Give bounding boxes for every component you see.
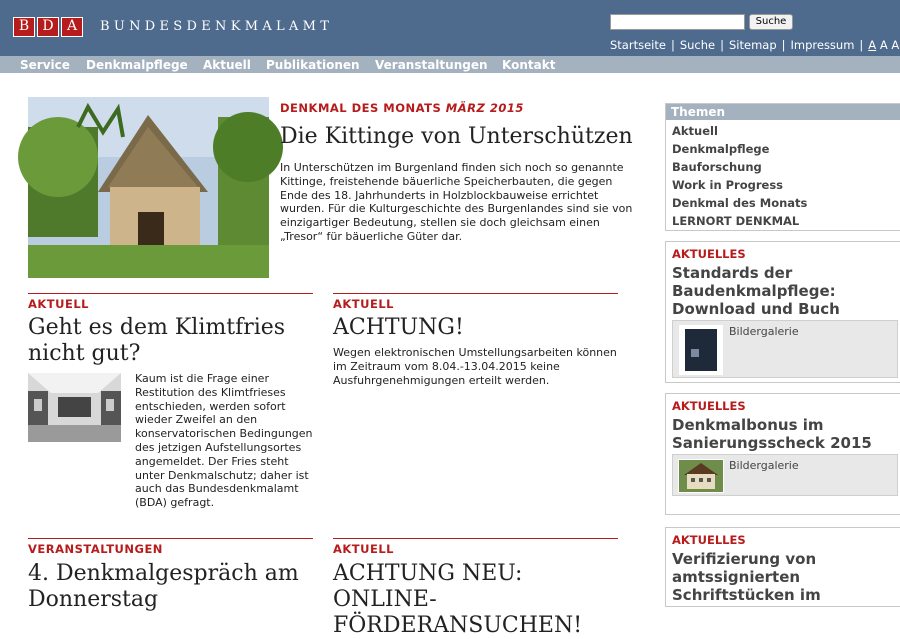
- article-text: Kaum ist die Frage einer Restitution des Klimtfrieses entschieden, werden sofort wieder Zweifel an den konservatorischen Bedingungen des jetzigen Aufstellungsortes angemeldet. Der Fries steht unter Denkmalschutz; daher ist auch das Bundesdenkmalamt (BDA) gefragt.: [135, 372, 313, 510]
- site-header: [0, 0, 900, 56]
- font-size-small[interactable]: A: [868, 38, 877, 52]
- klimtfries-photo: [28, 373, 121, 442]
- divider: [28, 293, 313, 294]
- news-box-kicker: AKTUELLES: [672, 247, 746, 261]
- divider: [28, 538, 313, 539]
- article-title[interactable]: 4. Denkmalgespräch am Donnerstag: [28, 561, 299, 612]
- themen-item-work-in-progress[interactable]: Work in Progress: [672, 178, 784, 192]
- gallery-teaser[interactable]: [672, 454, 898, 496]
- separator: |: [720, 38, 724, 52]
- themen-heading: Themen: [666, 104, 900, 120]
- logo-letter-d[interactable]: D: [37, 17, 59, 37]
- news-box: [665, 393, 900, 515]
- featured-kicker: [280, 101, 524, 115]
- nav-service[interactable]: Service: [20, 58, 70, 72]
- house-thumbnail: [678, 459, 724, 493]
- utility-link-impressum[interactable]: Impressum: [790, 38, 855, 52]
- news-box: [665, 241, 900, 383]
- separator: |: [859, 38, 864, 52]
- article-kicker: AKTUELL: [28, 297, 90, 311]
- main-nav: [0, 56, 900, 73]
- themen-item-denkmal-des-monats[interactable]: Denkmal des Monats: [672, 196, 808, 210]
- gallery-label: Bildergalerie: [729, 325, 799, 338]
- divider: [333, 293, 618, 294]
- article-kicker: AKTUELL: [333, 297, 395, 311]
- divider: [333, 538, 618, 539]
- book-cover-thumbnail: [679, 325, 723, 375]
- featured-kicker-date: MÄRZ 2015: [445, 101, 524, 115]
- search-input[interactable]: [610, 14, 745, 30]
- kitting-photo: [28, 97, 269, 278]
- utility-link-startseite[interactable]: Startseite: [610, 38, 666, 52]
- article-thumbnail[interactable]: [28, 373, 121, 442]
- themen-menu: [665, 103, 900, 231]
- utility-link-sitemap[interactable]: Sitemap: [728, 38, 777, 52]
- separator: |: [670, 38, 675, 52]
- font-size-large[interactable]: A: [891, 38, 900, 52]
- article-kicker: AKTUELL: [333, 542, 395, 556]
- gallery-teaser[interactable]: [672, 320, 898, 378]
- article-title[interactable]: ACHTUNG NEU: ONLINE-FÖRDERANSUCHEN!: [333, 561, 583, 638]
- news-box: [665, 527, 900, 607]
- themen-item-denkmalpflege[interactable]: Denkmalpflege: [672, 142, 770, 156]
- article-title[interactable]: ACHTUNG!: [333, 315, 464, 340]
- logo-letter-b[interactable]: B: [13, 17, 35, 37]
- nav-aktuell[interactable]: Aktuell: [203, 58, 251, 72]
- brand-name[interactable]: BUNDESDENKMALAMT: [100, 19, 334, 34]
- logo-letter-a[interactable]: A: [61, 17, 83, 37]
- article-title[interactable]: Geht es dem Klimtfries nicht gut?: [28, 315, 286, 366]
- featured-image[interactable]: [28, 97, 269, 278]
- featured-text: In Unterschützen im Burgenland finden sich noch so genannte Kittinge, freistehende bäuerliche Speicherbauten, die gegen Ende des 18. Jahrhunderts in Holzblockbauweise errichtet wurden. Für die Kulturgeschichte des Burgenlandes sind sie von einzigartiger Bedeutung, stellen sie doch gleichsam einen „Tresor“ für bäuerliche Güter dar.: [280, 161, 633, 243]
- nav-denkmalpflege[interactable]: Denkmalpflege: [86, 58, 188, 72]
- themen-item-lernort-denkmal[interactable]: LERNORT DENKMAL: [672, 214, 800, 228]
- article-text: Wegen elektronischen Umstellungsarbeiten können im Zeitraum vom 8.04.-13.04.2015 keine Ausfuhrgenehmigungen erteilt werden.: [333, 346, 617, 387]
- article-kicker: VERANSTALTUNGEN: [28, 542, 163, 556]
- nav-publikationen[interactable]: Publikationen: [266, 58, 360, 72]
- nav-veranstaltungen[interactable]: Veranstaltungen: [375, 58, 488, 72]
- themen-item-bauforschung[interactable]: Bauforschung: [672, 160, 762, 174]
- news-box-kicker: AKTUELLES: [672, 533, 746, 547]
- nav-kontakt[interactable]: Kontakt: [502, 58, 556, 72]
- news-box-title[interactable]: Standards der Baudenkmalpflege: Download und Buch: [672, 264, 840, 318]
- font-size-medium[interactable]: A: [879, 38, 888, 52]
- news-box-title[interactable]: Denkmalbonus im Sanierungsscheck 2015: [672, 416, 872, 452]
- search-button[interactable]: Suche: [749, 14, 793, 30]
- news-box-kicker: AKTUELLES: [672, 399, 746, 413]
- news-box-title[interactable]: Verifizierung von amtssignierten Schriftstücken im: [672, 550, 821, 604]
- separator: |: [781, 38, 786, 52]
- utility-links: [610, 38, 899, 52]
- gallery-label: Bildergalerie: [729, 459, 799, 472]
- themen-item-aktuell[interactable]: Aktuell: [672, 124, 718, 138]
- featured-title[interactable]: Die Kittinge von Unterschützen: [280, 124, 633, 149]
- featured-kicker-label: DENKMAL DES MONATS: [280, 101, 442, 115]
- utility-link-suche[interactable]: Suche: [679, 38, 716, 52]
